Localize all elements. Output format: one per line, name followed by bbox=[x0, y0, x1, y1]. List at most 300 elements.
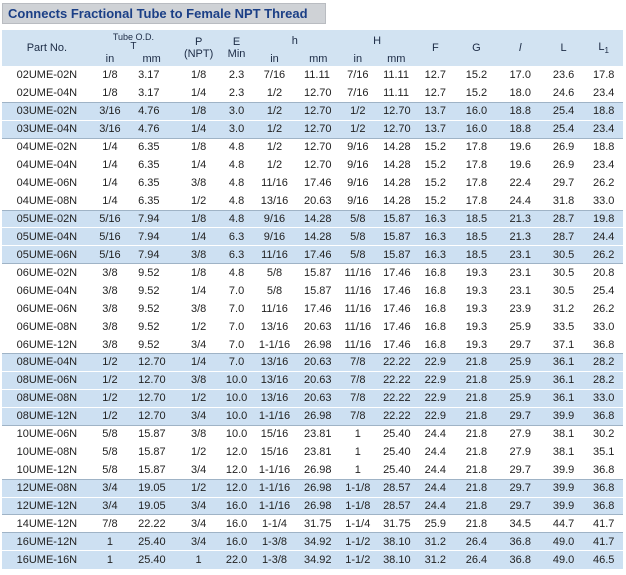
cell-p: 1/2 bbox=[175, 318, 222, 336]
cell-h-mm: 17.46 bbox=[298, 300, 339, 318]
cell-h-in: 5/8 bbox=[339, 210, 377, 228]
cell-g: 18.5 bbox=[455, 210, 498, 228]
cell-l1: 41.7 bbox=[584, 533, 623, 551]
cell-l1: 33.0 bbox=[584, 318, 623, 336]
e-min-label: Min bbox=[227, 48, 246, 60]
table-row bbox=[2, 192, 623, 210]
cell-l1: 41.7 bbox=[584, 515, 623, 533]
cell-l1: 28.2 bbox=[584, 371, 623, 389]
table-row bbox=[2, 300, 623, 318]
cell-l1: 26.2 bbox=[584, 246, 623, 264]
cell-h-in: 1/2 bbox=[251, 156, 298, 174]
cell-f: 15.2 bbox=[416, 156, 456, 174]
cell-g: 16.0 bbox=[455, 102, 498, 120]
cell-part: 04UME-06N bbox=[2, 174, 92, 192]
cell-t-mm: 9.52 bbox=[128, 318, 175, 336]
cell-h-mm: 20.63 bbox=[298, 389, 339, 407]
table-row bbox=[2, 425, 623, 443]
cell-part: 02UME-04N bbox=[2, 84, 92, 102]
cell-e: 4.8 bbox=[222, 192, 251, 210]
cell-l1: 18.8 bbox=[584, 138, 623, 156]
table-row bbox=[2, 497, 623, 515]
cell-t-mm: 9.52 bbox=[128, 300, 175, 318]
table-row bbox=[2, 389, 623, 407]
cell-h-mm: 17.46 bbox=[377, 282, 415, 300]
cell-part: 03UME-04N bbox=[2, 120, 92, 138]
cell-h-mm: 34.92 bbox=[298, 551, 339, 569]
cell-t-in: 5/8 bbox=[92, 461, 128, 479]
cell-h-mm: 12.70 bbox=[298, 156, 339, 174]
cell-e: 10.0 bbox=[222, 425, 251, 443]
cell-t-in: 7/8 bbox=[92, 515, 128, 533]
cell-h-in: 5/8 bbox=[339, 228, 377, 246]
cell-g: 19.3 bbox=[455, 300, 498, 318]
cell-part: 10UME-12N bbox=[2, 461, 92, 479]
cell-l: 34.5 bbox=[498, 515, 543, 533]
cell-h-in: 9/16 bbox=[339, 192, 377, 210]
cell-l1: 26.2 bbox=[584, 300, 623, 318]
sub-t-in: in bbox=[92, 52, 128, 67]
cell-l: 29.7 bbox=[498, 497, 543, 515]
cell-l1: 26.2 bbox=[584, 174, 623, 192]
cell-e: 16.0 bbox=[222, 533, 251, 551]
cell-l1: 23.4 bbox=[584, 84, 623, 102]
cell-f: 16.8 bbox=[416, 336, 456, 354]
table-row bbox=[2, 156, 623, 174]
cell-h-mm: 15.87 bbox=[298, 264, 339, 282]
cell-e: 7.0 bbox=[222, 282, 251, 300]
cell-e: 12.0 bbox=[222, 461, 251, 479]
cell-part: 06UME-12N bbox=[2, 336, 92, 354]
cell-h-mm: 22.22 bbox=[377, 371, 415, 389]
cell-part: 12UME-08N bbox=[2, 479, 92, 497]
cell-f: 12.7 bbox=[416, 67, 456, 85]
cell-h-mm: 14.28 bbox=[377, 138, 415, 156]
cell-h-in: 1-1/8 bbox=[339, 479, 377, 497]
cell-h-in: 5/8 bbox=[251, 264, 298, 282]
cell-h-in: 1 bbox=[339, 461, 377, 479]
cell-h-mm: 15.87 bbox=[377, 210, 415, 228]
cell-h-mm: 26.98 bbox=[298, 407, 339, 425]
cell-l: 33.5 bbox=[543, 318, 585, 336]
cell-l: 25.9 bbox=[498, 354, 543, 372]
cell-f: 22.9 bbox=[416, 354, 456, 372]
cell-f: 16.8 bbox=[416, 300, 456, 318]
cell-p: 1/4 bbox=[175, 282, 222, 300]
cell-l: 25.4 bbox=[543, 102, 585, 120]
cell-part: 04UME-04N bbox=[2, 156, 92, 174]
cell-t-mm: 12.70 bbox=[128, 354, 175, 372]
col-H: H bbox=[339, 30, 416, 52]
cell-part: 12UME-12N bbox=[2, 497, 92, 515]
table-row bbox=[2, 120, 623, 138]
cell-l: 36.1 bbox=[543, 371, 585, 389]
cell-e: 12.0 bbox=[222, 443, 251, 461]
cell-h-in: 1 bbox=[339, 425, 377, 443]
p-label: P bbox=[194, 36, 203, 48]
cell-l: 29.7 bbox=[498, 461, 543, 479]
cell-t-in: 1/4 bbox=[92, 174, 128, 192]
cell-part: 06UME-02N bbox=[2, 264, 92, 282]
cell-part: 04UME-08N bbox=[2, 192, 92, 210]
cell-t-mm: 7.94 bbox=[128, 228, 175, 246]
cell-l: 23.1 bbox=[498, 282, 543, 300]
cell-h-in: 11/16 bbox=[339, 300, 377, 318]
cell-l1: 23.4 bbox=[584, 120, 623, 138]
cell-p: 1/8 bbox=[175, 102, 222, 120]
cell-t-mm: 4.76 bbox=[128, 102, 175, 120]
cell-t-in: 1/8 bbox=[92, 84, 128, 102]
cell-h-mm: 22.22 bbox=[377, 407, 415, 425]
table-row bbox=[2, 336, 623, 354]
cell-p: 1/8 bbox=[175, 264, 222, 282]
cell-t-mm: 15.87 bbox=[128, 443, 175, 461]
cell-part: 05UME-02N bbox=[2, 210, 92, 228]
cell-l: 21.3 bbox=[498, 210, 543, 228]
cell-f: 12.7 bbox=[416, 84, 456, 102]
cell-h-mm: 34.92 bbox=[298, 533, 339, 551]
col-F: F bbox=[416, 30, 456, 67]
cell-l: 23.1 bbox=[498, 246, 543, 264]
cell-f: 24.4 bbox=[416, 425, 456, 443]
cell-h-mm: 14.28 bbox=[377, 156, 415, 174]
cell-part: 08UME-04N bbox=[2, 354, 92, 372]
cell-h-mm: 17.46 bbox=[377, 318, 415, 336]
cell-f: 24.4 bbox=[416, 443, 456, 461]
cell-h-in: 9/16 bbox=[251, 228, 298, 246]
cell-g: 21.8 bbox=[455, 443, 498, 461]
cell-t-in: 1/4 bbox=[92, 138, 128, 156]
cell-part: 05UME-04N bbox=[2, 228, 92, 246]
L1-subscript: 1 bbox=[604, 46, 609, 56]
cell-h-mm: 12.70 bbox=[298, 120, 339, 138]
cell-h-in: 5/8 bbox=[339, 246, 377, 264]
cell-p: 3/8 bbox=[175, 246, 222, 264]
cell-t-mm: 6.35 bbox=[128, 192, 175, 210]
page-title: Connects Fractional Tube to Female NPT Thread bbox=[2, 3, 326, 24]
cell-h-mm: 28.57 bbox=[377, 497, 415, 515]
table-row bbox=[2, 371, 623, 389]
cell-e: 16.0 bbox=[222, 515, 251, 533]
cell-l1: 30.2 bbox=[584, 425, 623, 443]
tube-t-label: T bbox=[130, 41, 137, 52]
cell-h-mm: 14.28 bbox=[377, 192, 415, 210]
cell-h-mm: 14.28 bbox=[298, 228, 339, 246]
cell-h-in: 15/16 bbox=[251, 443, 298, 461]
cell-h-in: 7/16 bbox=[339, 67, 377, 85]
cell-part: 06UME-04N bbox=[2, 282, 92, 300]
cell-h-in: 13/16 bbox=[251, 192, 298, 210]
cell-part: 06UME-06N bbox=[2, 300, 92, 318]
cell-l: 38.1 bbox=[543, 425, 585, 443]
cell-h-mm: 25.40 bbox=[377, 425, 415, 443]
cell-t-mm: 19.05 bbox=[128, 479, 175, 497]
cell-h-in: 1/2 bbox=[251, 84, 298, 102]
cell-h-mm: 12.70 bbox=[298, 102, 339, 120]
cell-l: 39.9 bbox=[543, 407, 585, 425]
cell-f: 15.2 bbox=[416, 138, 456, 156]
cell-e: 7.0 bbox=[222, 354, 251, 372]
cell-h-in: 7/8 bbox=[339, 354, 377, 372]
cell-l: 30.5 bbox=[543, 282, 585, 300]
cell-t-in: 1/2 bbox=[92, 371, 128, 389]
cell-p: 1/2 bbox=[175, 479, 222, 497]
table-row bbox=[2, 407, 623, 425]
cell-l: 28.7 bbox=[543, 228, 585, 246]
cell-h-in: 1-1/4 bbox=[251, 515, 298, 533]
cell-l: 29.7 bbox=[543, 174, 585, 192]
cell-h-in: 1-1/16 bbox=[251, 479, 298, 497]
cell-h-mm: 31.75 bbox=[377, 515, 415, 533]
cell-l: 36.1 bbox=[543, 389, 585, 407]
col-l: l bbox=[498, 30, 543, 67]
table-row bbox=[2, 461, 623, 479]
cell-h-in: 1/2 bbox=[339, 102, 377, 120]
cell-g: 18.5 bbox=[455, 246, 498, 264]
cell-g: 19.3 bbox=[455, 318, 498, 336]
cell-part: 10UME-08N bbox=[2, 443, 92, 461]
cell-h-mm: 15.87 bbox=[298, 282, 339, 300]
cell-h-in: 13/16 bbox=[251, 389, 298, 407]
cell-e: 3.0 bbox=[222, 102, 251, 120]
cell-g: 21.8 bbox=[455, 515, 498, 533]
cell-p: 3/8 bbox=[175, 425, 222, 443]
cell-h-in: 5/8 bbox=[251, 282, 298, 300]
spec-table bbox=[2, 30, 623, 569]
cell-t-in: 3/16 bbox=[92, 120, 128, 138]
cell-part: 05UME-06N bbox=[2, 246, 92, 264]
cell-g: 21.8 bbox=[455, 354, 498, 372]
table-header bbox=[2, 30, 623, 67]
cell-p: 1/4 bbox=[175, 228, 222, 246]
cell-h-in: 1/2 bbox=[251, 102, 298, 120]
cell-part: 04UME-02N bbox=[2, 138, 92, 156]
cell-l: 26.9 bbox=[543, 138, 585, 156]
cell-p: 3/4 bbox=[175, 533, 222, 551]
cell-h-mm: 20.63 bbox=[298, 371, 339, 389]
cell-h-in: 13/16 bbox=[251, 318, 298, 336]
cell-t-in: 3/8 bbox=[92, 318, 128, 336]
col-p bbox=[175, 30, 222, 67]
cell-t-in: 1/2 bbox=[92, 389, 128, 407]
cell-l1: 36.8 bbox=[584, 336, 623, 354]
cell-f: 25.9 bbox=[416, 515, 456, 533]
cell-t-mm: 12.70 bbox=[128, 389, 175, 407]
cell-t-in: 5/16 bbox=[92, 210, 128, 228]
cell-e: 4.8 bbox=[222, 264, 251, 282]
cell-p: 3/4 bbox=[175, 497, 222, 515]
cell-p: 1/8 bbox=[175, 138, 222, 156]
table-row bbox=[2, 210, 623, 228]
cell-l: 26.9 bbox=[543, 156, 585, 174]
cell-part: 16UME-12N bbox=[2, 533, 92, 551]
cell-g: 19.3 bbox=[455, 336, 498, 354]
cell-g: 21.8 bbox=[455, 479, 498, 497]
cell-part: 06UME-08N bbox=[2, 318, 92, 336]
table-body bbox=[2, 67, 623, 569]
table-row bbox=[2, 354, 623, 372]
sub-h-in: in bbox=[251, 52, 298, 67]
cell-t-in: 5/8 bbox=[92, 425, 128, 443]
cell-l: 49.0 bbox=[543, 533, 585, 551]
cell-p: 3/4 bbox=[175, 336, 222, 354]
cell-t-mm: 12.70 bbox=[128, 371, 175, 389]
col-L1 bbox=[584, 30, 623, 67]
cell-g: 21.8 bbox=[455, 407, 498, 425]
cell-g: 26.4 bbox=[455, 533, 498, 551]
cell-p: 3/8 bbox=[175, 371, 222, 389]
cell-l1: 33.0 bbox=[584, 389, 623, 407]
cell-h-in: 7/8 bbox=[339, 407, 377, 425]
cell-t-in: 3/4 bbox=[92, 479, 128, 497]
cell-l1: 24.4 bbox=[584, 228, 623, 246]
cell-l: 23.9 bbox=[498, 300, 543, 318]
cell-part: 08UME-08N bbox=[2, 389, 92, 407]
cell-h-in: 11/16 bbox=[339, 282, 377, 300]
cell-h-in: 11/16 bbox=[251, 300, 298, 318]
cell-h-mm: 12.70 bbox=[377, 120, 415, 138]
cell-l: 22.4 bbox=[498, 174, 543, 192]
cell-p: 1/2 bbox=[175, 389, 222, 407]
cell-l: 39.9 bbox=[543, 461, 585, 479]
cell-e: 22.0 bbox=[222, 551, 251, 569]
cell-h-mm: 28.57 bbox=[377, 479, 415, 497]
cell-l: 31.2 bbox=[543, 300, 585, 318]
cell-h-in: 9/16 bbox=[339, 156, 377, 174]
cell-f: 15.2 bbox=[416, 174, 456, 192]
cell-h-mm: 11.11 bbox=[377, 67, 415, 85]
cell-g: 16.0 bbox=[455, 120, 498, 138]
table-row bbox=[2, 246, 623, 264]
cell-l: 25.4 bbox=[543, 120, 585, 138]
cell-h-mm: 26.98 bbox=[298, 479, 339, 497]
cell-h-in: 9/16 bbox=[251, 210, 298, 228]
cell-t-mm: 15.87 bbox=[128, 461, 175, 479]
cell-t-mm: 22.22 bbox=[128, 515, 175, 533]
cell-f: 22.9 bbox=[416, 407, 456, 425]
cell-h-mm: 20.63 bbox=[298, 318, 339, 336]
cell-e: 12.0 bbox=[222, 479, 251, 497]
cell-h-mm: 17.46 bbox=[377, 300, 415, 318]
cell-t-mm: 19.05 bbox=[128, 497, 175, 515]
e-label: E bbox=[232, 36, 241, 48]
cell-p: 1/4 bbox=[175, 120, 222, 138]
cell-h-mm: 17.46 bbox=[377, 336, 415, 354]
cell-f: 22.9 bbox=[416, 371, 456, 389]
cell-h-mm: 12.70 bbox=[377, 102, 415, 120]
cell-l1: 36.8 bbox=[584, 461, 623, 479]
cell-l: 36.8 bbox=[498, 533, 543, 551]
cell-part: 10UME-06N bbox=[2, 425, 92, 443]
table-row bbox=[2, 102, 623, 120]
cell-h-mm: 26.98 bbox=[298, 461, 339, 479]
cell-p: 1/4 bbox=[175, 156, 222, 174]
cell-h-mm: 20.63 bbox=[298, 354, 339, 372]
cell-f: 16.8 bbox=[416, 264, 456, 282]
cell-h-in: 7/8 bbox=[339, 389, 377, 407]
cell-h-in: 1-1/8 bbox=[339, 497, 377, 515]
sub-h-mm: mm bbox=[298, 52, 339, 67]
cell-t-mm: 9.52 bbox=[128, 282, 175, 300]
cell-l: 30.5 bbox=[543, 246, 585, 264]
cell-f: 16.3 bbox=[416, 210, 456, 228]
cell-h-in: 11/16 bbox=[251, 246, 298, 264]
cell-h-mm: 26.98 bbox=[298, 497, 339, 515]
col-part-no: Part No. bbox=[2, 30, 92, 67]
tube-od-label: Tube O.D. bbox=[112, 32, 155, 42]
cell-t-in: 1/4 bbox=[92, 192, 128, 210]
cell-h-mm: 17.46 bbox=[377, 264, 415, 282]
cell-t-in: 3/8 bbox=[92, 336, 128, 354]
cell-t-in: 5/16 bbox=[92, 246, 128, 264]
cell-f: 24.4 bbox=[416, 479, 456, 497]
cell-p: 3/4 bbox=[175, 461, 222, 479]
table-row bbox=[2, 174, 623, 192]
table-row bbox=[2, 138, 623, 156]
cell-e: 4.8 bbox=[222, 210, 251, 228]
cell-t-in: 3/8 bbox=[92, 264, 128, 282]
cell-h-in: 1-3/8 bbox=[251, 533, 298, 551]
cell-l: 28.7 bbox=[543, 210, 585, 228]
cell-h-mm: 12.70 bbox=[298, 84, 339, 102]
cell-h-mm: 22.22 bbox=[377, 354, 415, 372]
cell-h-in: 15/16 bbox=[251, 425, 298, 443]
cell-t-mm: 6.35 bbox=[128, 174, 175, 192]
cell-p: 1/2 bbox=[175, 443, 222, 461]
cell-l: 37.1 bbox=[543, 336, 585, 354]
cell-f: 16.3 bbox=[416, 246, 456, 264]
cell-t-mm: 15.87 bbox=[128, 425, 175, 443]
cell-f: 13.7 bbox=[416, 102, 456, 120]
cell-h-mm: 11.11 bbox=[377, 84, 415, 102]
cell-t-in: 3/8 bbox=[92, 300, 128, 318]
cell-l: 29.7 bbox=[498, 407, 543, 425]
cell-h-in: 13/16 bbox=[251, 371, 298, 389]
cell-g: 21.8 bbox=[455, 425, 498, 443]
cell-h-in: 1-1/2 bbox=[339, 533, 377, 551]
cell-g: 19.3 bbox=[455, 264, 498, 282]
cell-l: 36.1 bbox=[543, 354, 585, 372]
cell-l: 39.9 bbox=[543, 497, 585, 515]
cell-h-mm: 23.81 bbox=[298, 425, 339, 443]
cell-h-in: 13/16 bbox=[251, 354, 298, 372]
cell-part: 03UME-02N bbox=[2, 102, 92, 120]
cell-l: 25.9 bbox=[498, 371, 543, 389]
cell-e: 4.8 bbox=[222, 156, 251, 174]
cell-f: 22.9 bbox=[416, 389, 456, 407]
cell-h-mm: 20.63 bbox=[298, 192, 339, 210]
cell-h-in: 1/2 bbox=[251, 120, 298, 138]
sub-H-in: in bbox=[339, 52, 377, 67]
cell-p: 3/4 bbox=[175, 515, 222, 533]
cell-t-in: 1/2 bbox=[92, 354, 128, 372]
cell-t-in: 1 bbox=[92, 551, 128, 569]
cell-h-in: 1-3/8 bbox=[251, 551, 298, 569]
cell-l1: 35.1 bbox=[584, 443, 623, 461]
cell-t-mm: 7.94 bbox=[128, 210, 175, 228]
cell-l: 18.0 bbox=[498, 84, 543, 102]
table-row bbox=[2, 84, 623, 102]
cell-g: 15.2 bbox=[455, 67, 498, 85]
cell-l: 29.7 bbox=[498, 336, 543, 354]
cell-l1: 18.8 bbox=[584, 102, 623, 120]
cell-p: 1 bbox=[175, 551, 222, 569]
table-row bbox=[2, 515, 623, 533]
cell-p: 1/4 bbox=[175, 354, 222, 372]
cell-h-in: 1/2 bbox=[339, 120, 377, 138]
cell-e: 10.0 bbox=[222, 389, 251, 407]
cell-l: 30.5 bbox=[543, 264, 585, 282]
